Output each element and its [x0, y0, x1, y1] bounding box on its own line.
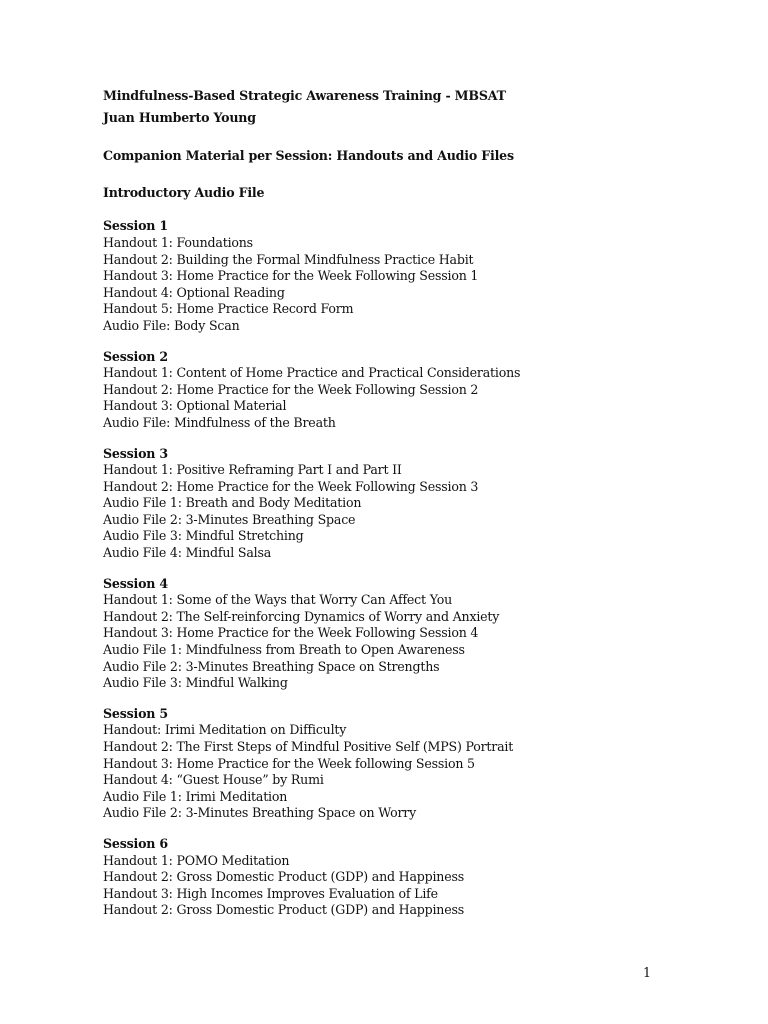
- session-1: [103, 218, 703, 334]
- session-item: Handout 1: Content of Home Practice and Practical Considerations: [103, 365, 521, 381]
- session-5: [103, 706, 703, 822]
- session-item: Handout 2: Gross Domestic Product (GDP) and Happiness: [103, 902, 464, 918]
- session-6: [103, 836, 703, 919]
- intro-audio-heading: Introductory Audio File: [103, 184, 265, 200]
- session-item: Handout 1: POMO Meditation: [103, 852, 290, 868]
- session-item: Handout 1: Foundations: [103, 234, 253, 250]
- session-2: [103, 349, 703, 432]
- session-item: Handout 1: Positive Reframing Part I and Part II: [103, 462, 402, 478]
- session-item: Audio File: Body Scan: [103, 317, 240, 333]
- session-item: Handout 3: Home Practice for the Week Following Session 1: [103, 268, 479, 284]
- session-item: Audio File 1: Mindfulness from Breath to Open Awareness: [103, 642, 465, 658]
- session-item: Audio File 4: Mindful Salsa: [103, 545, 272, 561]
- session-item: Audio File 2: 3-Minutes Breathing Space on Worry: [103, 805, 417, 821]
- session-item: Handout 2: Home Practice for the Week Following Session 2: [103, 381, 479, 397]
- session-heading: Session 1: [103, 218, 168, 234]
- session-item: Handout 4: Optional Reading: [103, 284, 285, 300]
- session-item: Audio File: Mindfulness of the Breath: [103, 414, 336, 430]
- session-item: Handout 2: Building the Formal Mindfulness Practice Habit: [103, 251, 474, 267]
- session-item: Handout: Irimi Meditation on Difficulty: [103, 722, 347, 738]
- session-item: Handout 5: Home Practice Record Form: [103, 301, 354, 317]
- document-title: Mindfulness-Based Strategic Awareness Training - MBSAT: [103, 88, 506, 103]
- session-item: Handout 2: Gross Domestic Product (GDP) and Happiness: [103, 869, 464, 885]
- session-item: Audio File 2: 3-Minutes Breathing Space: [103, 511, 356, 527]
- session-heading: Session 6: [103, 835, 168, 851]
- session-item: Handout 3: High Incomes Improves Evaluation of Life: [103, 885, 438, 901]
- document-author: Juan Humberto Young: [103, 109, 256, 125]
- session-4: [103, 576, 703, 692]
- session-item: Audio File 3: Mindful Stretching: [103, 528, 304, 544]
- session-item: Handout 3: Home Practice for the Week following Session 5: [103, 755, 475, 771]
- session-heading: Session 2: [103, 348, 168, 364]
- session-heading: Session 5: [103, 705, 168, 721]
- session-item: Handout 2: Home Practice for the Week Following Session 3: [103, 478, 479, 494]
- session-item: Audio File 1: Breath and Body Meditation: [103, 495, 362, 511]
- session-item: Audio File 2: 3-Minutes Breathing Space on Strengths: [103, 658, 440, 674]
- document-subtitle: Companion Material per Session: Handouts and Audio Files: [103, 148, 514, 164]
- session-item: Handout 4: “Guest House” by Rumi: [103, 772, 324, 788]
- document-content: [103, 88, 703, 933]
- session-item: Audio File 3: Mindful Walking: [103, 675, 288, 691]
- page-number: 1: [643, 965, 652, 980]
- session-item: Audio File 1: Irimi Meditation: [103, 788, 288, 804]
- session-item: Handout 1: Some of the Ways that Worry Can Affect You: [103, 592, 453, 608]
- session-heading: Session 4: [103, 575, 168, 591]
- session-item: Handout 3: Optional Material: [103, 398, 287, 414]
- session-item: Handout 3: Home Practice for the Week Following Session 4: [103, 625, 479, 641]
- session-heading: Session 3: [103, 445, 168, 461]
- session-item: Handout 2: The Self-reinforcing Dynamics of Worry and Anxiety: [103, 608, 500, 624]
- session-item: Handout 2: The First Steps of Mindful Positive Self (MPS) Portrait: [103, 739, 514, 754]
- session-3: [103, 446, 703, 562]
